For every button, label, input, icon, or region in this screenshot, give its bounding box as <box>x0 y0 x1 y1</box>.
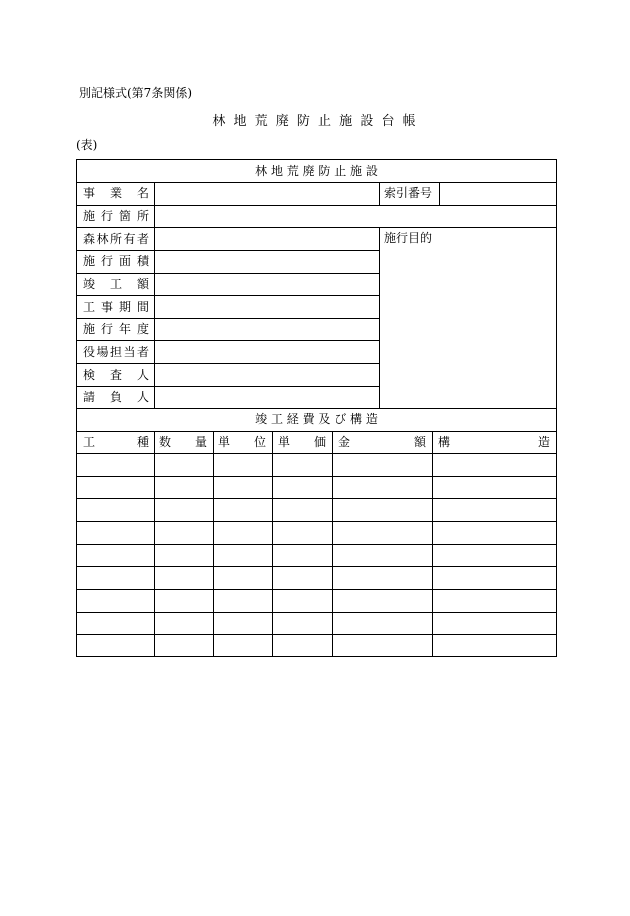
grid-line-column <box>213 431 214 656</box>
row-label-area: 施 行 面 積 <box>83 254 149 268</box>
grid-line-column <box>332 431 333 656</box>
column-header-work-type: 工 種 <box>83 435 149 449</box>
purpose-label: 施行目的 <box>384 231 433 245</box>
column-header-unit-price: 単 価 <box>278 435 326 449</box>
row-label-inspector: 検 査 人 <box>83 368 149 382</box>
section-title-facility: 林 地 荒 廃 防 止 施 設 <box>255 164 378 178</box>
grid-line-data-row <box>77 544 556 545</box>
grid-line-data-row <box>77 634 556 635</box>
grid-line-column <box>154 431 155 656</box>
row-label-completion-amount: 竣 工 額 <box>83 277 149 291</box>
index-number-label: 索引番号 <box>384 186 433 200</box>
document-title: 林 地 荒 廃 防 止 施 設 台 帳 <box>212 114 418 129</box>
column-header-amount: 金 額 <box>338 435 426 449</box>
column-header-structure: 構 造 <box>438 435 550 449</box>
grid-line-data-row <box>77 612 556 613</box>
grid-line-vertical <box>379 227 380 408</box>
row-label-fiscal-year: 施 行 年 度 <box>83 322 149 336</box>
form-reference: 別記様式(第7条関係) <box>79 86 192 100</box>
row-label-contractor: 請 負 人 <box>83 390 149 404</box>
grid-line-horizontal <box>77 453 556 454</box>
grid-line-column <box>432 431 433 656</box>
row-label-forest-owner: 森 林 所 有 者 <box>83 232 149 246</box>
side-label: (表) <box>76 138 98 152</box>
row-label-work-period: 工 事 期 間 <box>83 300 149 314</box>
grid-line-vertical <box>154 182 155 408</box>
column-header-unit: 単 位 <box>218 435 266 449</box>
grid-line-data-row <box>77 566 556 567</box>
ledger-table <box>76 159 557 657</box>
row-label-location: 施 行 箇 所 <box>83 209 149 223</box>
row-label-office-staff: 役 場 担 当 者 <box>83 345 149 359</box>
grid-line-data-row <box>77 589 556 590</box>
grid-line-data-row <box>77 521 556 522</box>
row-label-business-name: 事 業 名 <box>83 186 149 200</box>
grid-line-column <box>272 431 273 656</box>
grid-line-data-row <box>77 498 556 499</box>
grid-line-vertical <box>379 182 380 205</box>
column-header-quantity: 数 量 <box>159 435 207 449</box>
grid-line-data-row <box>77 476 556 477</box>
grid-line-vertical <box>439 182 440 205</box>
section-title-cost-structure: 竣 工 経 費 及 び 構 造 <box>255 412 378 426</box>
